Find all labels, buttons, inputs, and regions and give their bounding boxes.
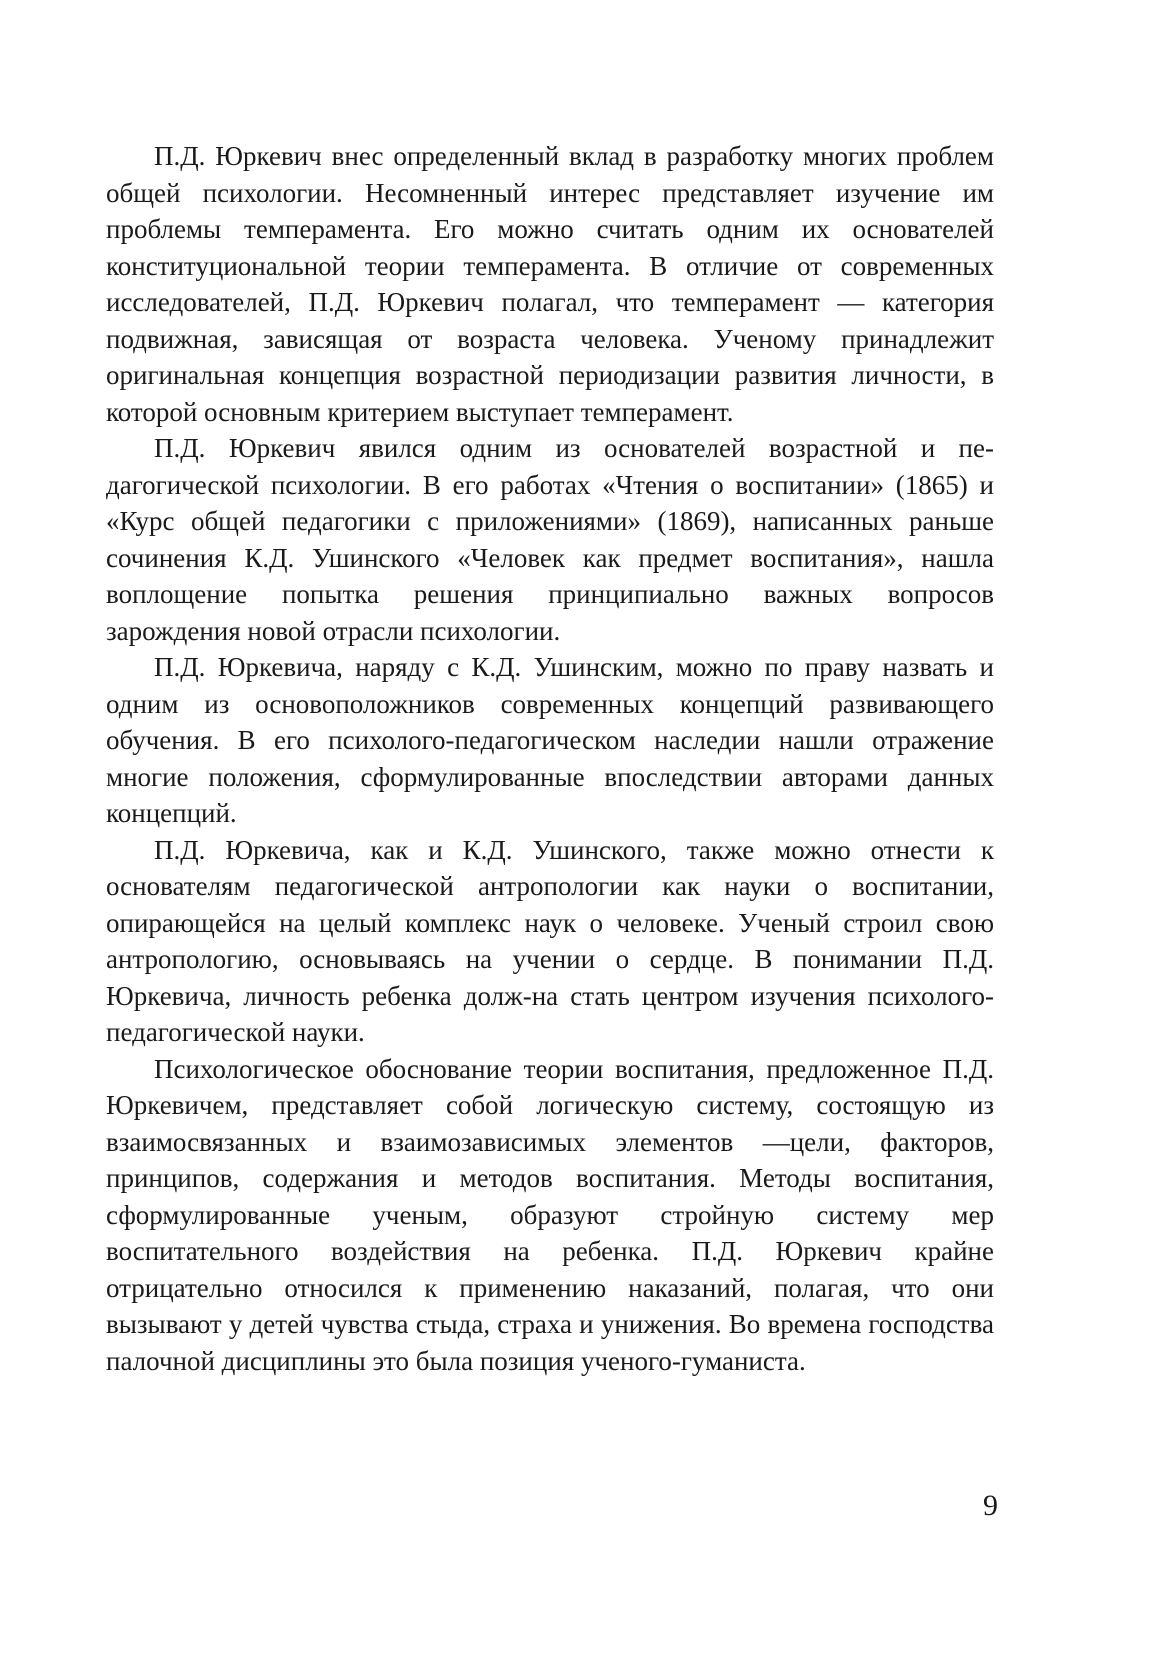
body-text xyxy=(106,138,994,1379)
paragraph-4: П.Д. Юркевича, как и К.Д. Ушинского, также можно отнести к основателям педагогической антропологии как науки о воспитании, опирающейся на целый комплекс наук о человеке. Ученый строил свою антропологию, основываясь на учении о сердце. В понимании П.Д. Юркевича, личность ребенка долж-на стать центром изучения психолого-педагогической науки. xyxy=(106,834,994,1047)
paragraph-5: Психологическое обоснование теории воспитания, предложенное П.Д. Юркевичем, представляет собой логическую систему, состоящую из взаимосвязанных и взаимозависимых элементов —цели, факторов, принципов, содержания и методов воспитания. Методы воспитания, сформулированные ученым, образуют стройную систему мер воспитательного воздействия на ребенка. П.Д. Юркевич крайне отрицательно относился к применению наказаний, полагая, что они вызывают у детей чувства стыда, страха и унижения. Во времена господства палочной дисциплины это была позиция ученого-гуманиста. xyxy=(106,1053,994,1376)
page-number: 9 xyxy=(983,1489,998,1522)
paragraph-3: П.Д. Юркевича, наряду с К.Д. Ушинским, можно по праву назвать и одним из основоположников современных концепций развивающего обучения. В его психолого-педагогическом наследии нашли отражение многие положения, сформулированные впоследствии авторами данных концепций. xyxy=(106,652,994,828)
paragraph-1: П.Д. Юркевич внес определенный вклад в разработку многих проблем общей психологии. Несомненный интерес представляет изучение им проблемы темперамента. Его можно считать одним их основателей конституциональной теории темперамента. В отличие от современных исследователей, П.Д. Юркевич полагал, что темперамент — категория подвижная, зависящая от возраста человека. Ученому принадлежит оригинальная концепция возрастной периодизации развития личности, в которой основным критерием выступает темперамент. xyxy=(106,141,994,427)
paragraph-2: П.Д. Юркевич явился одним из основателей возрастной и педагогической психологии. В его работах «Чтения о воспитании» (1865) и «Курс общей педагогики с приложениями» (1869), написанных раньше сочинения К.Д. Ушинского «Человек как предмет воспитания», нашла воплощение попытка решения принципиально важных вопросов зарождения новой отрасли психологии. xyxy=(106,433,994,646)
